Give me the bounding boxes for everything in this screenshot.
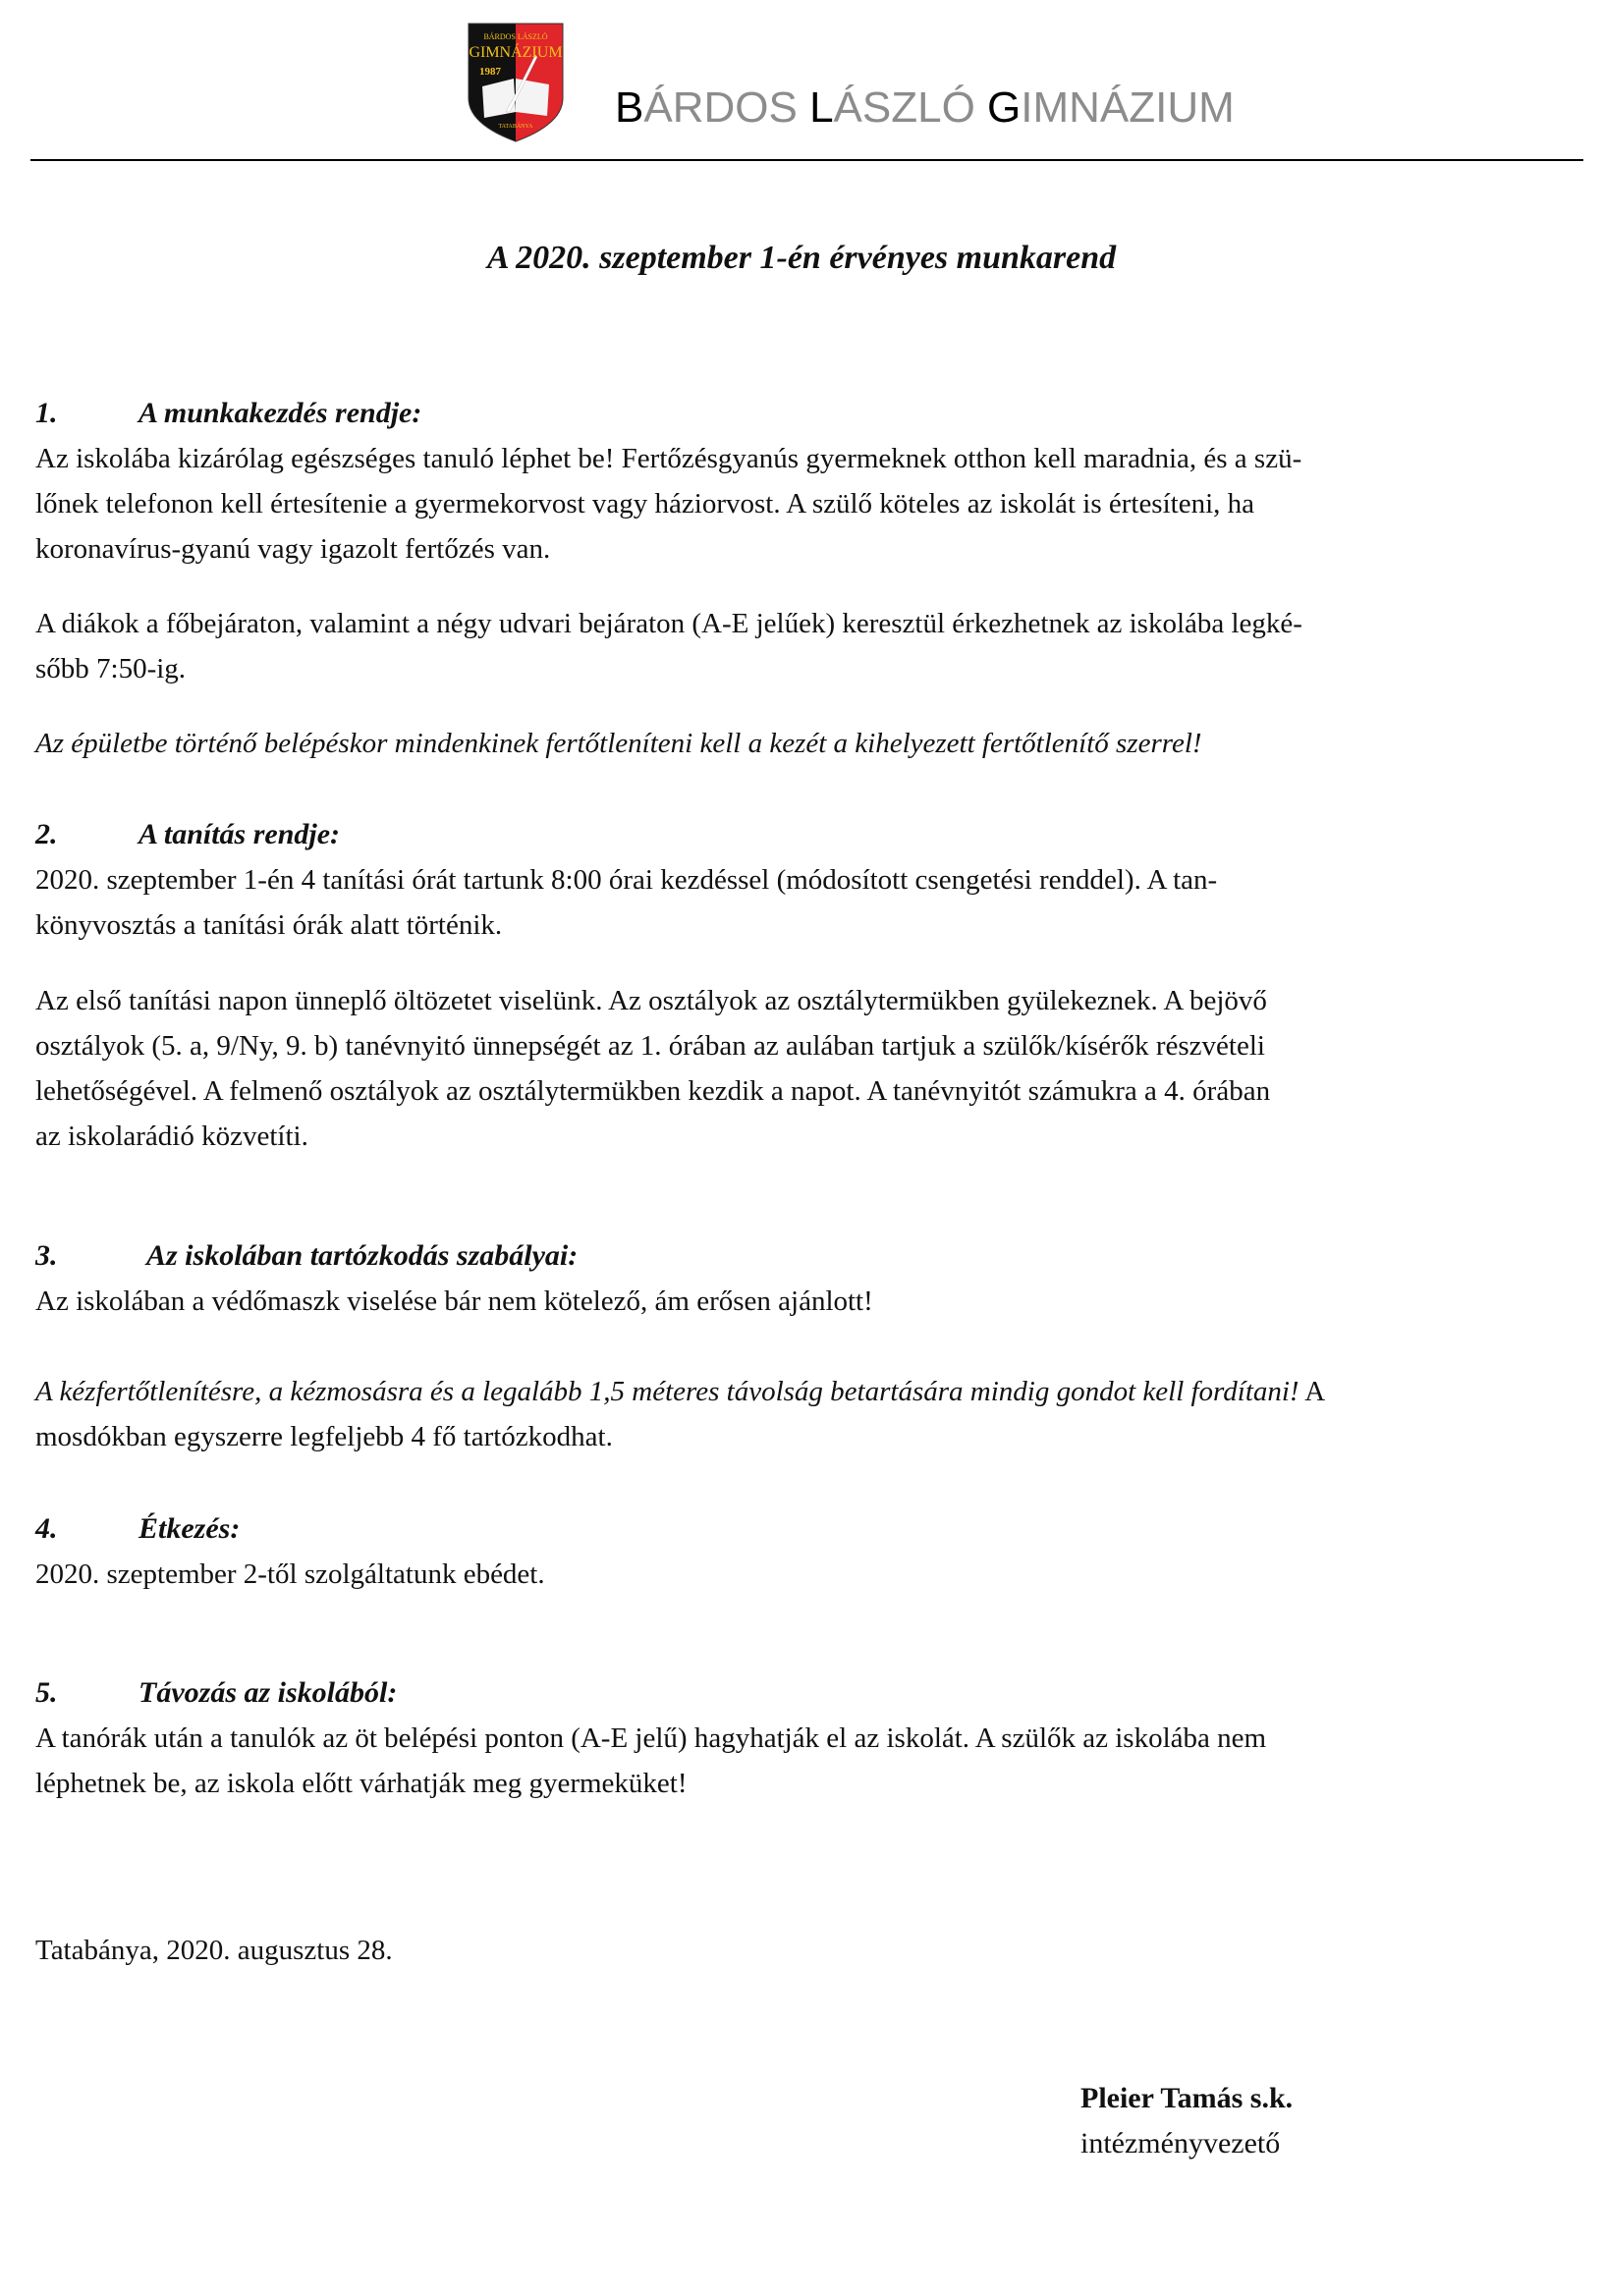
section-5-paragraph-1 [35, 1716, 1577, 1806]
section-number: 1. [35, 397, 58, 429]
header-divider [30, 159, 1583, 161]
text-line: lehetőségével. A felmenő osztályok az osztálytermükben kezdik a napot. A tanévnyitót számukra a 4. órában [35, 1075, 1271, 1107]
text-line: A diákok a főbejáraton, valamint a négy udvari bejáraton (A-E jelűek) keresztül érkezhetnek az iskolába legké- [35, 608, 1302, 639]
text-line: lőnek telefonon kell értesítenie a gyermekorvost vagy háziorvost. A szülő köteles az iskolát is értesíteni, ha [35, 488, 1255, 519]
logo-bottom-text: TATABÁNYA [498, 124, 533, 130]
section-title: A munkakezdés rendje: [138, 397, 422, 429]
school-name-word-2: LÁSZLÓ [809, 83, 988, 132]
document-title: A 2020. szeptember 1-én érvényes munkarend [486, 240, 1117, 276]
text-line: Az épületbe történő belépéskor mindenkinek fertőtleníteni kell a kezét a kihelyezett fertőtlenítő szerrel! [35, 728, 1202, 759]
text-line: A tanórák után a tanulók az öt belépési ponton (A-E jelű) hagyhatják el az iskolát. A szülők az iskolába nem [35, 1722, 1267, 1754]
section-1-paragraph-1 [35, 436, 1577, 572]
section-1-paragraph-2 [35, 601, 1577, 691]
italic-text: A kézfertőtlenítésre, a kézmosásra és a legalább 1,5 méteres távolság betartására mindig gondot kell fordítani! [35, 1376, 1299, 1407]
section-2-paragraph-2 [35, 978, 1577, 1159]
section-title: Étkezés: [138, 1512, 241, 1545]
signatory-role: intézményvezető [1080, 2127, 1281, 2159]
section-4-paragraph-1 [35, 1552, 1577, 1597]
text-line: 2020. szeptember 1-én 4 tanítási órát tartunk 8:00 órai kezdéssel (módosított csengetési renddel). A tan- [35, 864, 1218, 896]
school-name-word-3: GIMNÁZIUM [987, 83, 1235, 132]
logo-year: 1987 [479, 66, 501, 78]
school-name [615, 83, 1235, 132]
section-3-paragraph-2 [35, 1369, 1577, 1459]
text-line: sőbb 7:50-ig. [35, 653, 187, 684]
signature-block [1080, 2076, 1293, 2166]
text-line: az iskolarádió közvetíti. [35, 1121, 308, 1152]
school-crest-icon [467, 22, 565, 143]
logo-top-text: BÁRDOS LÁSZLÓ [483, 32, 548, 41]
text-line: osztályok (5. a, 9/Ny, 9. b) tanévnyitó ünnepségét az 1. órában az aulában tartjuk a szülők/kísérők részvételi [35, 1030, 1265, 1062]
normal-text: A [1299, 1376, 1326, 1407]
text-line: léphetnek be, az iskola előtt várhatják meg gyermeküket! [35, 1768, 688, 1799]
text-line [35, 1369, 1577, 1414]
section-1-paragraph-3 [35, 721, 1577, 766]
school-name-word-1: BÁRDOS [615, 83, 810, 132]
section-title: Az iskolában tartózkodás szabályai: [146, 1239, 579, 1272]
text-line: mosdókban egyszerre legfeljebb 4 fő tartózkodhat. [35, 1421, 613, 1452]
section-2-paragraph-1 [35, 857, 1577, 948]
text-line: könyvosztás a tanítási órák alatt történik. [35, 909, 503, 941]
text-line: Az iskolába kizárólag egészséges tanuló léphet be! Fertőzésgyanús gyermeknek otthon kell maradnia, és a szü- [35, 443, 1302, 474]
text-line: Az első tanítási napon ünneplő öltözetet viselünk. Az osztályok az osztálytermükben gyülekeznek. A bejövő [35, 985, 1267, 1016]
section-number: 5. [35, 1676, 58, 1709]
logo-main-text: GIMNÁZIUM [469, 44, 563, 61]
text-line: Tatabánya, 2020. augusztus 28. [35, 1935, 393, 1966]
section-number: 3. [35, 1239, 58, 1272]
text-line: Az iskolában a védőmaszk viselése bár nem kötelező, ám erősen ajánlott! [35, 1285, 873, 1317]
section-number: 2. [35, 818, 58, 850]
section-number: 4. [35, 1512, 58, 1545]
text-line: 2020. szeptember 2-től szolgáltatunk ebédet. [35, 1558, 545, 1590]
place-and-date [35, 1928, 1577, 1973]
section-title: A tanítás rendje: [138, 818, 341, 850]
signatory-name: Pleier Tamás s.k. [1080, 2082, 1294, 2114]
section-3-paragraph-1 [35, 1279, 1577, 1324]
section-title: Távozás az iskolából: [138, 1676, 398, 1709]
text-line: koronavírus-gyanú vagy igazolt fertőzés van. [35, 533, 551, 565]
